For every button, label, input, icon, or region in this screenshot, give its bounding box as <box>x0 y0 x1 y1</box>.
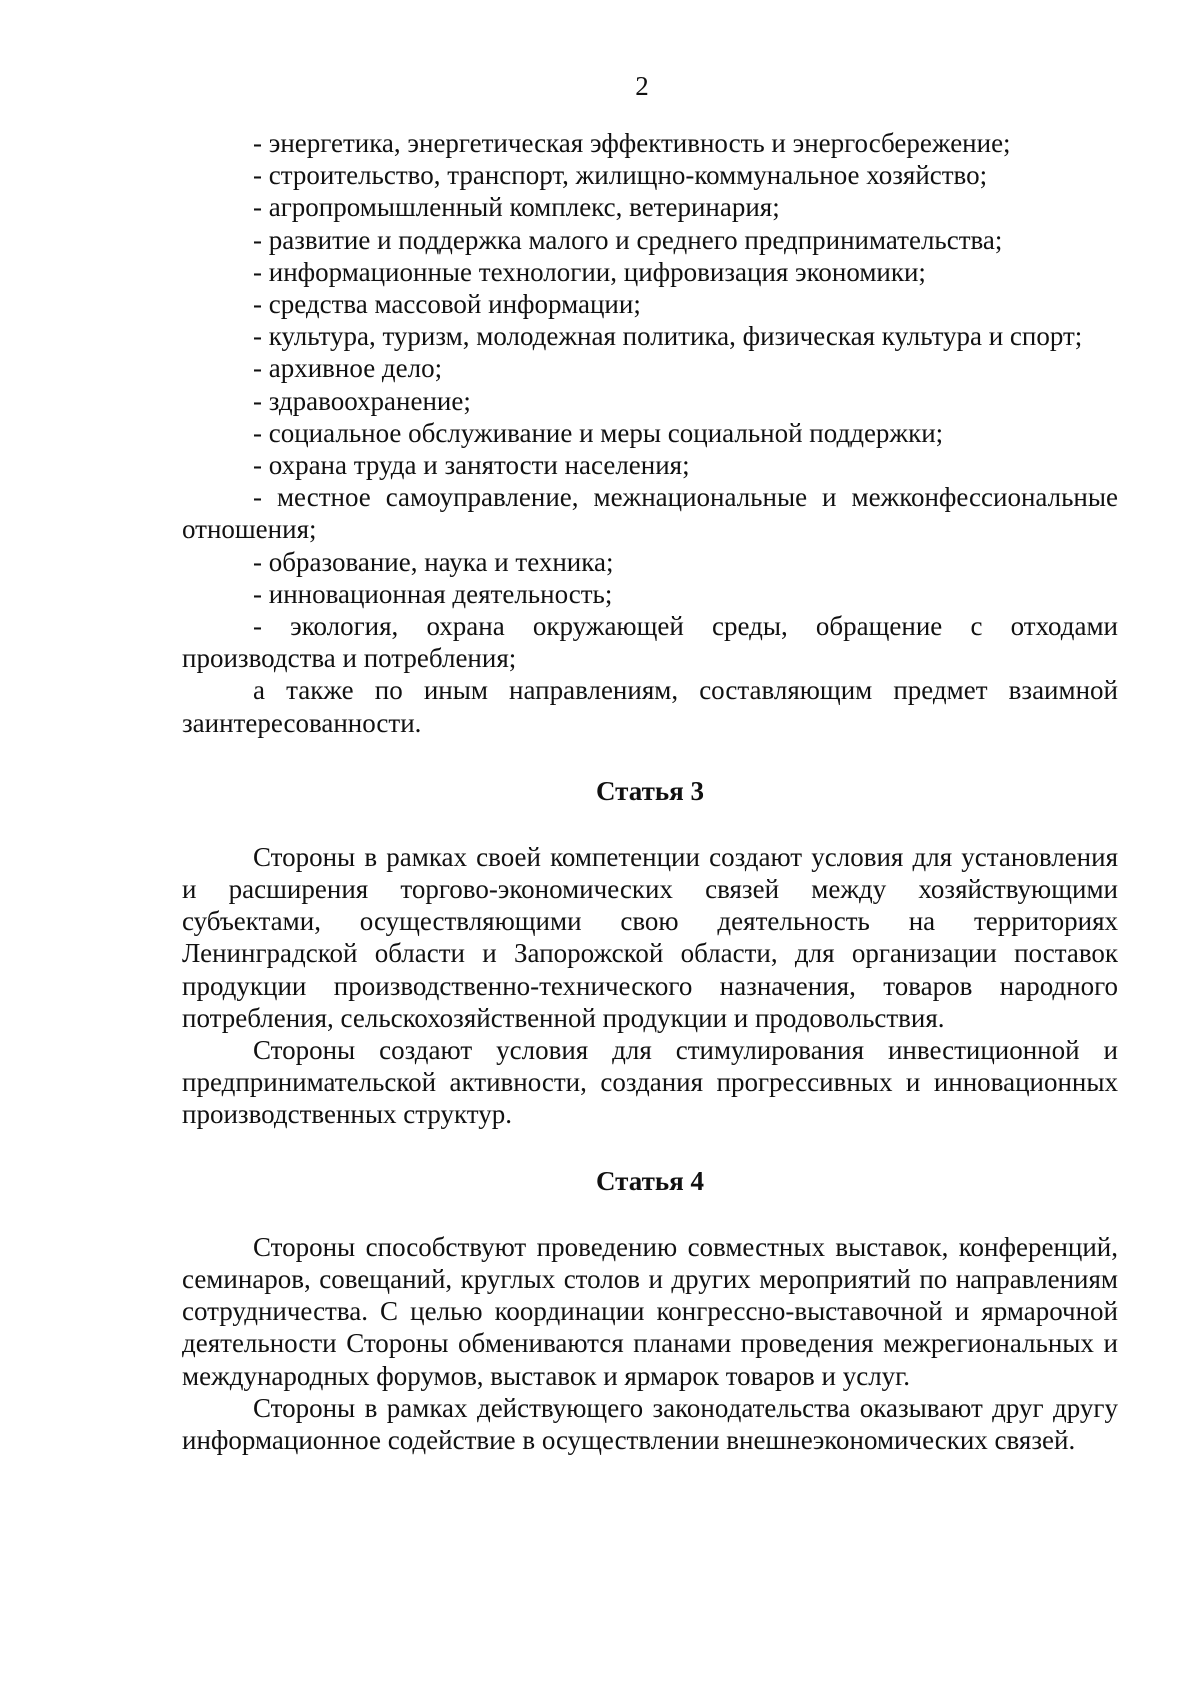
list-item: - здравоохранение; <box>253 385 471 416</box>
page-number: 2 <box>635 71 649 101</box>
list-item: - архивное дело; <box>253 353 443 384</box>
list-item: - средства массовой информации; <box>253 289 641 320</box>
article-4-body <box>182 1231 1118 1456</box>
article-3-paragraph: Стороны в рамках своей компетенции создают условия для установления и расширения торгово-экономических связей между хозяйствующими субъектами, осуществляющими свою деятельность на территориях Ленинградской области и Запорожской области, для организации поставок продукции производственно-технического назначения, товаров народного потребления, сельскохозяйственной продукции и продовольствия. <box>182 841 1118 1033</box>
list-item: - культура, туризм, молодежная политика, физическая культура и спорт; <box>253 321 1083 352</box>
list-item: - развитие и поддержка малого и среднего предпринимательства; <box>253 224 1003 255</box>
document-body <box>182 127 1118 1456</box>
list-item: - образование, наука и техника; <box>253 546 614 577</box>
list-item: - охрана труда и занятости населения; <box>253 450 690 481</box>
list-item: - информационные технологии, цифровизация экономики; <box>253 256 926 287</box>
article-4-heading: Статья 4 <box>596 1165 704 1196</box>
list-item: - экология, охрана окружающей среды, обращение с отходами производства и потребления; <box>182 611 1118 674</box>
article-3-heading: Статья 3 <box>596 775 704 806</box>
list-item: - строительство, транспорт, жилищно-коммунальное хозяйство; <box>253 160 988 191</box>
article-4-paragraph: Стороны способствуют проведению совместных выставок, конференций, семинаров, совещаний, круглых столов и других мероприятий по направлениям сотрудничества. С целью координации конгрессно-выставочной и ярмарочной деятельности Стороны обмениваются планами проведения межрегиональных и международных форумов, выставок и ярмарок товаров и услуг. <box>182 1231 1118 1391</box>
list-item: - агропромышленный комплекс, ветеринария; <box>253 192 780 223</box>
list-item: - местное самоуправление, межнациональные и межконфессиональные отношения; <box>182 482 1118 545</box>
list-item: - инновационная деятельность; <box>253 578 613 609</box>
list-closing: а также по иным направлениям, составляющим предмет взаимной заинтересованности. <box>182 675 1118 738</box>
article-3-paragraph: Стороны создают условия для стимулирования инвестиционной и предпринимательской активности, создания прогрессивных и инновационных производственных структур. <box>182 1035 1118 1130</box>
article-4-paragraph: Стороны в рамках действующего законодательства оказывают друг другу информационное содействие в осуществлении внешнеэкономических связей. <box>182 1392 1118 1455</box>
list-item: - социальное обслуживание и меры социальной поддержки; <box>253 417 944 448</box>
list-item: - энергетика, энергетическая эффективность и энергосбережение; <box>253 128 1011 158</box>
directions-list <box>182 127 1118 739</box>
article-3-body <box>182 841 1118 1131</box>
